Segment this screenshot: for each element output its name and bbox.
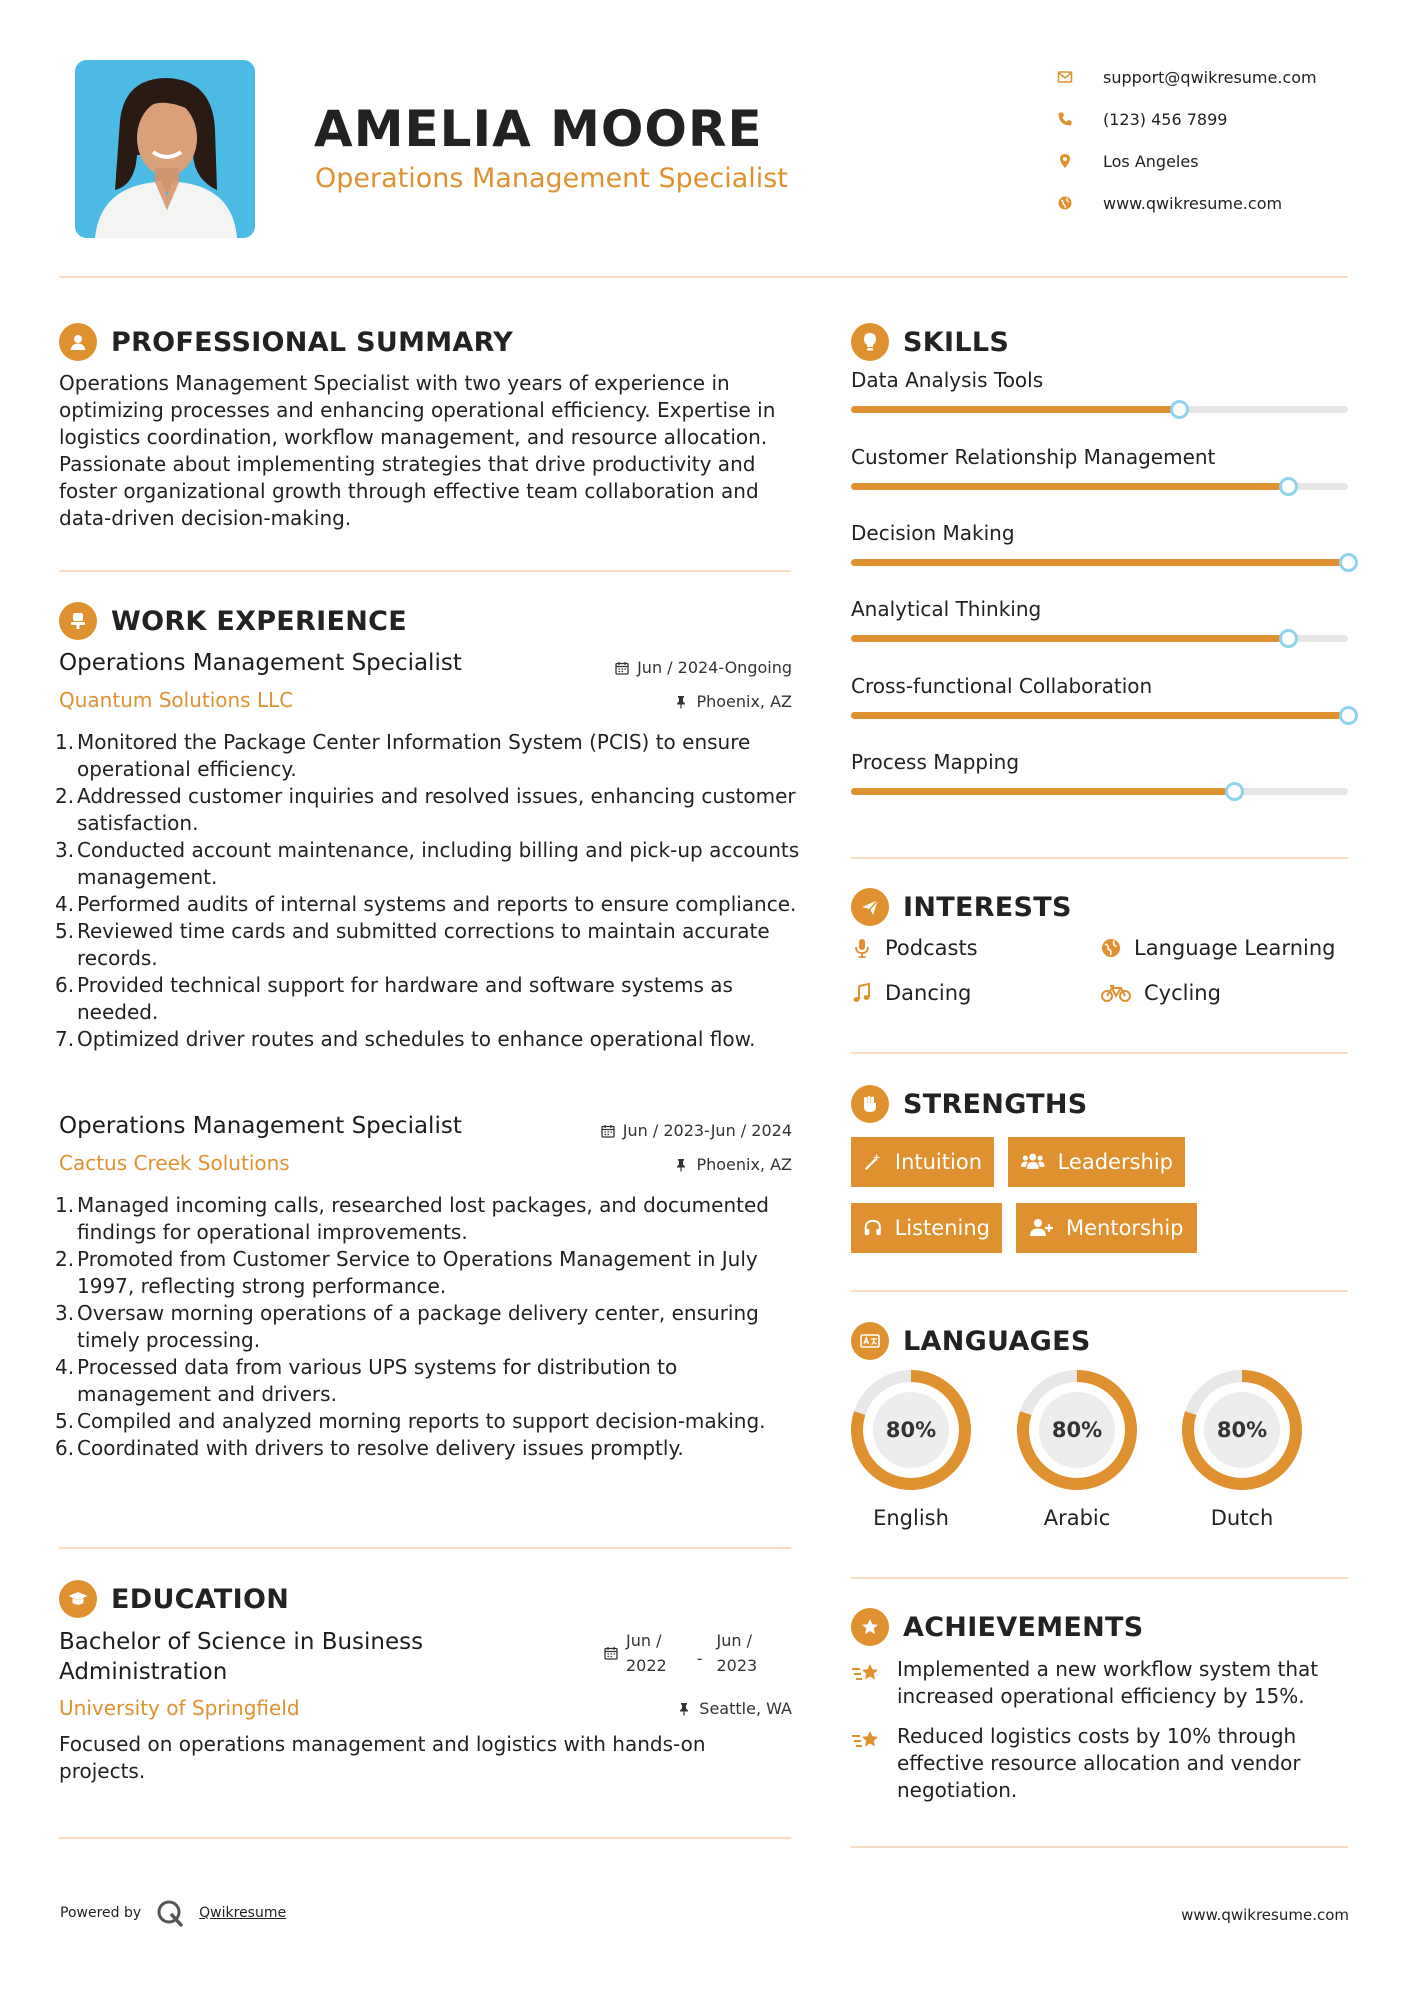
skill-label: Process Mapping (851, 750, 1020, 774)
contact-phone[interactable] (1055, 98, 1375, 140)
education-start-year: 2022 (626, 1656, 667, 1675)
map-pin-icon (1055, 151, 1075, 171)
achievement-item (851, 1656, 1351, 1710)
paper-plane-icon (851, 888, 889, 926)
summary-heading (59, 323, 513, 361)
skill-fill (851, 559, 1348, 566)
duty-item: Optimized driver routes and schedules to enhance operational flow. (77, 1027, 756, 1051)
skill-fill (851, 635, 1288, 642)
job-2-location (674, 1155, 792, 1174)
qwikresume-logo-icon (155, 1898, 185, 1928)
language-percent: 80% (885, 1418, 937, 1442)
skill-label: Data Analysis Tools (851, 368, 1044, 392)
language-name: Arabic (1043, 1506, 1111, 1530)
briefcase-icon (59, 602, 97, 640)
achievement-item (851, 1723, 1351, 1804)
education-title: EDUCATION (111, 1583, 290, 1615)
skill-fill (851, 483, 1288, 490)
strength-label: Intuition (894, 1150, 982, 1174)
qwikresume-link[interactable]: Qwikresume (199, 1905, 287, 1921)
strength-mentorship (1016, 1203, 1197, 1253)
calendar-icon (601, 1124, 615, 1138)
education-start-month: Jun / (626, 1631, 662, 1650)
interest-dancing (851, 981, 971, 1005)
duty-item: Performed audits of internal systems and reports to ensure compliance. (77, 892, 797, 916)
language-percent: 80% (1216, 1418, 1268, 1442)
duty-item: Promoted from Customer Service to Operations Management in July 1997, reflecting strong performance. (77, 1247, 758, 1298)
skills-title: SKILLS (903, 326, 1010, 358)
skills-divider (851, 857, 1348, 859)
microphone-icon (851, 937, 873, 959)
education-dates (604, 1628, 757, 1678)
achievements-divider (851, 1846, 1348, 1848)
experience-title: WORK EXPERIENCE (111, 605, 407, 637)
language-ring (1180, 1368, 1304, 1492)
strength-intuition (851, 1137, 994, 1187)
envelope-icon (1055, 67, 1075, 87)
job-1-title: Operations Management Specialist (59, 650, 462, 676)
skill-item (851, 368, 1351, 413)
contact-location (1055, 140, 1375, 182)
raised-fist-icon (851, 1085, 889, 1123)
interest-label: Language Learning (1134, 936, 1336, 960)
language-arabic (1015, 1368, 1139, 1530)
strength-leadership (1008, 1137, 1185, 1187)
users-icon (1020, 1151, 1046, 1173)
education-divider (59, 1837, 791, 1839)
strengths-divider (851, 1290, 1348, 1292)
phone-icon (1055, 109, 1075, 129)
job-2-title: Operations Management Specialist (59, 1113, 462, 1139)
candidate-name: AMELIA MOORE (314, 100, 763, 158)
pushpin-icon (674, 695, 688, 709)
skill-fill (851, 788, 1234, 795)
candidate-role: Operations Management Specialist (315, 163, 788, 194)
skill-item (851, 674, 1351, 719)
interest-cycling (1100, 981, 1221, 1005)
school-name: University of Springfield (59, 1696, 300, 1720)
skill-label: Customer Relationship Management (851, 445, 1216, 469)
job-1-duties (59, 729, 804, 1053)
duty-item: Provided technical support for hardware and software systems as needed. (77, 973, 733, 1024)
contact-phone-text: (123) 456 7899 (1103, 109, 1228, 129)
skill-track (851, 483, 1348, 490)
contact-list (1055, 56, 1375, 224)
language-dutch (1180, 1368, 1304, 1530)
header-divider (59, 276, 1348, 278)
achievements-title: ACHIEVEMENTS (903, 1611, 1144, 1643)
pushpin-icon (677, 1702, 691, 1716)
duty-item: Coordinated with drivers to resolve delivery issues promptly. (77, 1436, 684, 1460)
job-2-company: Cactus Creek Solutions (59, 1151, 290, 1175)
job-1-location (674, 692, 792, 711)
job-1-dates (615, 658, 792, 677)
education-description: Focused on operations management and logistics with hands-on projects. (59, 1732, 706, 1783)
calendar-icon (604, 1646, 618, 1660)
degree-title-line-1: Bachelor of Science in Business (59, 1629, 424, 1655)
experience-heading (59, 602, 407, 640)
duty-item: Reviewed time cards and submitted corrections to maintain accurate records. (77, 919, 770, 970)
skill-item (851, 597, 1351, 642)
skill-knob (1225, 782, 1244, 801)
education-start (626, 1628, 667, 1678)
music-note-icon (851, 982, 873, 1004)
language-ring (1015, 1368, 1139, 1492)
languages-heading (851, 1322, 1091, 1360)
summary-text: Operations Management Specialist with two years of experience in optimizing processes and enhancing operational efficiency. Expertise in logistics coordination, workflow management, and resource allocation. Passionate about implementing strategies that drive productivity and foster organizational growth through effective team collaboration and data-driven decision-making. (59, 371, 776, 530)
job-2-duties (59, 1192, 804, 1462)
languages-divider (851, 1577, 1348, 1579)
globe-icon (1100, 937, 1122, 959)
duty-item: Oversaw morning operations of a package delivery center, ensuring timely processing. (77, 1301, 759, 1352)
profile-photo (75, 60, 255, 238)
skills-heading (851, 323, 1009, 361)
achievement-text: Reduced logistics costs by 10% through effective resource allocation and vendor negotiation. (897, 1724, 1301, 1802)
job-2-location-text: Phoenix, AZ (696, 1155, 792, 1174)
footer-website[interactable]: www.qwikresume.com (1181, 1906, 1349, 1924)
footer-powered-by (60, 1898, 286, 1928)
duty-item: Monitored the Package Center Information System (PCIS) to ensure operational efficiency. (77, 730, 751, 781)
duty-item: Managed incoming calls, researched lost packages, and documented findings for operational improvements. (77, 1193, 769, 1244)
duty-item: Addressed customer inquiries and resolved issues, enhancing customer satisfaction. (77, 784, 796, 835)
language-ring (849, 1368, 973, 1492)
education-date-separator: - (696, 1648, 703, 1668)
skill-label: Analytical Thinking (851, 597, 1042, 621)
education-location-text: Seattle, WA (699, 1699, 792, 1718)
job-2-dates-text: Jun / 2023-Jun / 2024 (622, 1121, 792, 1140)
globe-icon (1055, 193, 1075, 213)
interests-title: INTERESTS (903, 891, 1072, 923)
skill-track (851, 406, 1348, 413)
education-end-year: 2023 (716, 1656, 758, 1675)
duty-item: Compiled and analyzed morning reports to support decision-making. (77, 1409, 766, 1433)
skill-knob (1170, 400, 1189, 419)
skill-knob (1339, 706, 1358, 725)
powered-by-label: Powered by (60, 1905, 142, 1921)
pushpin-icon (674, 1158, 688, 1172)
shooting-star-icon (851, 1656, 885, 1710)
skill-item (851, 445, 1351, 490)
job-1-company: Quantum Solutions LLC (59, 688, 294, 712)
strength-label: Mentorship (1066, 1216, 1184, 1240)
interest-label: Podcasts (885, 936, 978, 960)
star-badge-icon (851, 1608, 889, 1646)
lightbulb-icon (851, 323, 889, 361)
contact-email[interactable] (1055, 56, 1375, 98)
duty-item: Conducted account maintenance, including billing and pick-up accounts management. (77, 838, 800, 889)
job-2-dates (601, 1121, 792, 1140)
contact-website[interactable] (1055, 182, 1375, 224)
strength-label: Listening (894, 1216, 990, 1240)
strength-label: Leadership (1057, 1150, 1173, 1174)
skill-track (851, 635, 1348, 642)
strengths-heading (851, 1085, 1088, 1123)
education-heading (59, 1580, 289, 1618)
calendar-icon (615, 661, 629, 675)
skill-knob (1339, 553, 1358, 572)
summary-divider (59, 570, 791, 572)
degree-title (59, 1627, 423, 1687)
user-icon (59, 323, 97, 361)
language-english (849, 1368, 973, 1530)
skill-item (851, 750, 1351, 795)
language-card-icon (851, 1322, 889, 1360)
profile-photo-illustration (75, 60, 255, 238)
skill-knob (1279, 629, 1298, 648)
achievements-heading (851, 1608, 1144, 1646)
headphones-icon (863, 1217, 883, 1239)
education-end-month: Jun / (716, 1631, 752, 1650)
education-location (677, 1699, 792, 1718)
summary-title: PROFESSIONAL SUMMARY (111, 326, 514, 358)
skill-track (851, 712, 1348, 719)
skill-knob (1279, 477, 1298, 496)
job-1-dates-text: Jun / 2024-Ongoing (637, 658, 792, 677)
skill-track (851, 559, 1348, 566)
languages-title: LANGUAGES (903, 1325, 1091, 1357)
contact-website-text: www.qwikresume.com (1103, 193, 1283, 213)
graduation-cap-icon (59, 1580, 97, 1618)
skill-track (851, 788, 1348, 795)
magic-wand-icon (863, 1151, 883, 1173)
skill-fill (851, 406, 1179, 413)
degree-title-line-2: Administration (59, 1659, 228, 1685)
strengths-title: STRENGTHS (903, 1088, 1088, 1120)
contact-location-text: Los Angeles (1103, 151, 1199, 171)
duty-item: Processed data from various UPS systems for distribution to management and drivers. (77, 1355, 678, 1406)
interest-label: Cycling (1144, 981, 1221, 1005)
interest-language-learning (1100, 936, 1335, 960)
language-name: Dutch (1210, 1506, 1274, 1530)
skill-item (851, 521, 1351, 566)
contact-email-text: support@qwikresume.com (1103, 67, 1317, 87)
language-name: English (873, 1506, 949, 1530)
interest-podcasts (851, 936, 978, 960)
skill-fill (851, 712, 1348, 719)
interests-divider (851, 1052, 1348, 1054)
skill-label: Cross-functional Collaboration (851, 674, 1153, 698)
skill-label: Decision Making (851, 521, 1015, 545)
education-end (717, 1628, 758, 1678)
interest-label: Dancing (885, 981, 972, 1005)
achievement-text: Implemented a new workflow system that increased operational efficiency by 15%. (897, 1657, 1319, 1708)
language-percent: 80% (1051, 1418, 1103, 1442)
shooting-star-icon (851, 1723, 885, 1804)
strength-listening (851, 1203, 1002, 1253)
interests-heading (851, 888, 1072, 926)
experience-divider (59, 1547, 791, 1549)
bicycle-icon (1100, 982, 1132, 1004)
user-plus-icon (1028, 1217, 1054, 1239)
job-1-location-text: Phoenix, AZ (696, 692, 792, 711)
